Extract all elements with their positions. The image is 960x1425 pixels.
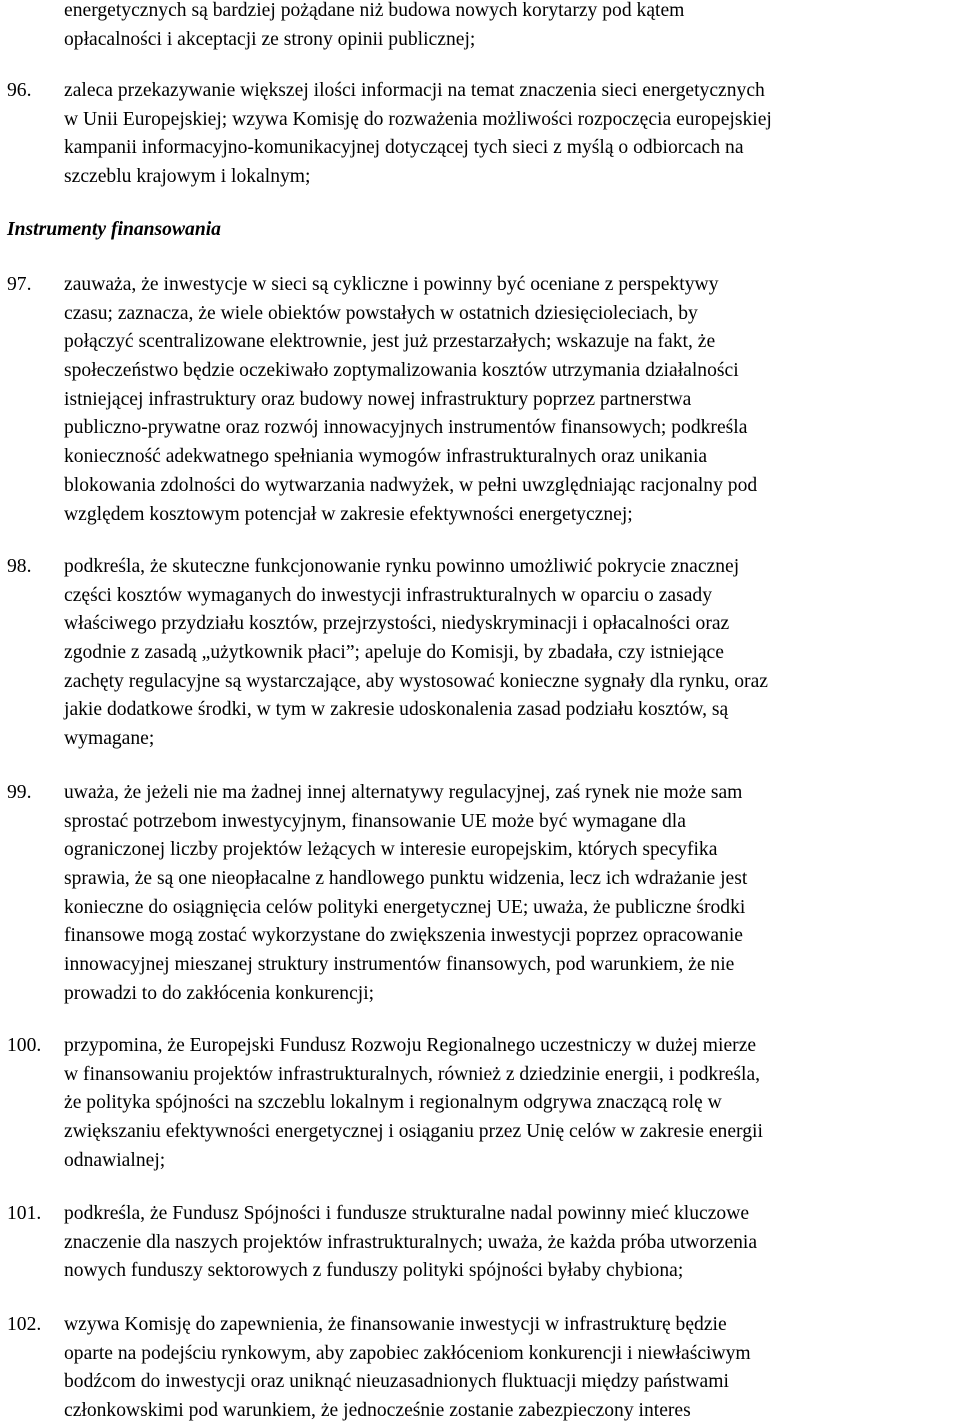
paragraph-text xyxy=(64,1200,944,1286)
paragraph-text xyxy=(64,77,944,192)
text-line: członkowskimi pod warunkiem, że jednocześnie zostanie zabezpieczony interes xyxy=(64,1400,691,1422)
text-line: nowych funduszy sektorowych z funduszy polityki spójności byłaby chybiona; xyxy=(64,1260,684,1282)
paragraph-number: 98. xyxy=(7,556,32,577)
text-line: w Unii Europejskiej; wzywa Komisję do rozważenia możliwości rozpoczęcia europejskiej xyxy=(64,108,772,130)
paragraph-number: 97. xyxy=(7,274,32,295)
text-line: energetycznych są bardziej pożądane niż budowa nowych korytarzy pod kątem xyxy=(64,0,685,21)
text-line: istniejącej infrastruktury oraz budowy nowej infrastruktury poprzez partnerstwa xyxy=(64,388,692,410)
text-line: uważa, że jeżeli nie ma żadnej innej alternatywy regulacyjnej, zaś rynek nie może sam xyxy=(64,782,743,803)
paragraph-text xyxy=(64,271,944,529)
paragraph-number: 101. xyxy=(7,1203,42,1224)
paragraph-text xyxy=(64,779,944,1009)
text-line: odnawialnej; xyxy=(64,1149,166,1171)
text-line: podkreśla, że skuteczne funkcjonowanie rynku powinno umożliwić pokrycie znacznej xyxy=(64,556,740,577)
text-line: oparte na podejściu rynkowym, aby zapobiec zakłóceniom konkurencji i niewłaściwym xyxy=(64,1342,751,1364)
text-line: połączyć scentralizowane elektrownie, jest już przestarzałych; wskazuje na fakt, że xyxy=(64,331,716,353)
text-line: zwiększaniu efektywności energetycznej i osiąganiu przez Unię celów w zakresie energii xyxy=(64,1121,763,1143)
text-line: części kosztów wymaganych do inwestycji infrastrukturalnych w oparciu o zasady xyxy=(64,584,713,606)
text-line: publiczno-prywatne oraz rozwój innowacyjnych instrumentów finansowych; podkreśla xyxy=(64,417,748,439)
section-heading: Instrumenty finansowania xyxy=(7,219,221,240)
text-line: przypomina, że Europejski Fundusz Rozwoju Regionalnego uczestniczy w dużej mierze xyxy=(64,1035,757,1056)
paragraph-text xyxy=(64,0,944,54)
text-line: właściwego przydziału kosztów, przejrzystości, niedyskryminacji i opłacalności oraz xyxy=(64,613,730,635)
text-line: w finansowaniu projektów infrastrukturalnych, również z dziedzinie energii, i podkreśla, xyxy=(64,1063,761,1085)
text-line: względem kosztowym potencjał w zakresie efektywności energetycznej; xyxy=(64,503,633,525)
text-line: sprawia, że są one nieopłacalne z handlowego punktu widzenia, lecz ich wdrażanie jest xyxy=(64,868,748,890)
text-line: społeczeństwo będzie oczekiwało zoptymalizowania kosztów utrzymania działalności xyxy=(64,360,739,382)
text-line: kampanii informacyjno-komunikacyjnej dotyczącej tych sieci z myślą o odbiorcach na xyxy=(64,137,744,159)
text-line: zachęty regulacyjne są wystarczające, aby wystosować konieczne sygnały dla rynku, oraz xyxy=(64,670,768,692)
text-line: czasu; zaznacza, że wiele obiektów powstałych w ostatnich dziesięcioleciach, by xyxy=(64,302,698,324)
text-line: wymagane; xyxy=(64,728,155,750)
paragraph-text xyxy=(64,553,944,754)
text-line: prowadzi to do zakłócenia konkurencji; xyxy=(64,982,375,1004)
paragraph-number: 100. xyxy=(7,1035,42,1056)
text-line: zaleca przekazywanie większej ilości informacji na temat znaczenia sieci energetycznych xyxy=(64,80,765,101)
text-line: blokowania zdolności do wytwarzania nadwyżek, w pełni uwzględniając racjonalny pod xyxy=(64,474,758,496)
text-line: finansowe mogą zostać wykorzystane do zwiększenia inwestycji poprzez opracowanie xyxy=(64,925,743,947)
text-line: że polityka spójności na szczeblu lokalnym i regionalnym odgrywa znaczącą rolę w xyxy=(64,1092,722,1114)
paragraph-text xyxy=(64,1311,944,1425)
text-line: jakie dodatkowe środki, w tym w zakresie udoskonalenia zasad podziału kosztów, są xyxy=(64,699,729,721)
text-line: konieczne do osiągnięcia celów polityki energetycznej UE; uważa, że publiczne środki xyxy=(64,896,746,918)
text-line: bodźcom do inwestycji oraz uniknąć nieuzasadnionych fluktuacji między państwami xyxy=(64,1371,729,1393)
text-line: ograniczonej liczby projektów leżących w interesie europejskim, których specyfika xyxy=(64,839,718,861)
text-line: zgodnie z zasadą „użytkownik płaci”; apeluje do Komisji, by zbadała, czy istniejące xyxy=(64,642,724,664)
text-line: szczeblu krajowym i lokalnym; xyxy=(64,166,311,188)
text-line: zauważa, że inwestycje w sieci są cykliczne i powinny być oceniane z perspektywy xyxy=(64,274,719,295)
paragraph-text xyxy=(64,1032,944,1175)
paragraph-number: 96. xyxy=(7,80,32,101)
text-line: innowacyjnej mieszanej struktury instrumentów finansowych, pod warunkiem, że nie xyxy=(64,954,735,976)
paragraph-number: 99. xyxy=(7,782,32,803)
text-line: podkreśla, że Fundusz Spójności i fundusze strukturalne nadal powinny mieć kluczowe xyxy=(64,1203,750,1224)
text-line: znaczenie dla naszych projektów infrastrukturalnych; uważa, że każda próba utworzenia xyxy=(64,1231,758,1253)
paragraph-number: 102. xyxy=(7,1314,42,1335)
text-line: wzywa Komisję do zapewnienia, że finansowanie inwestycji w infrastrukturę będzie xyxy=(64,1314,727,1335)
text-line: konieczność adekwatnego spełniania wymogów infrastrukturalnych oraz unikania xyxy=(64,446,708,468)
text-line: sprostać potrzebom inwestycyjnym, finansowanie UE może być wymagane dla xyxy=(64,810,686,832)
text-line: opłacalności i akceptacji ze strony opinii publicznej; xyxy=(64,28,476,50)
